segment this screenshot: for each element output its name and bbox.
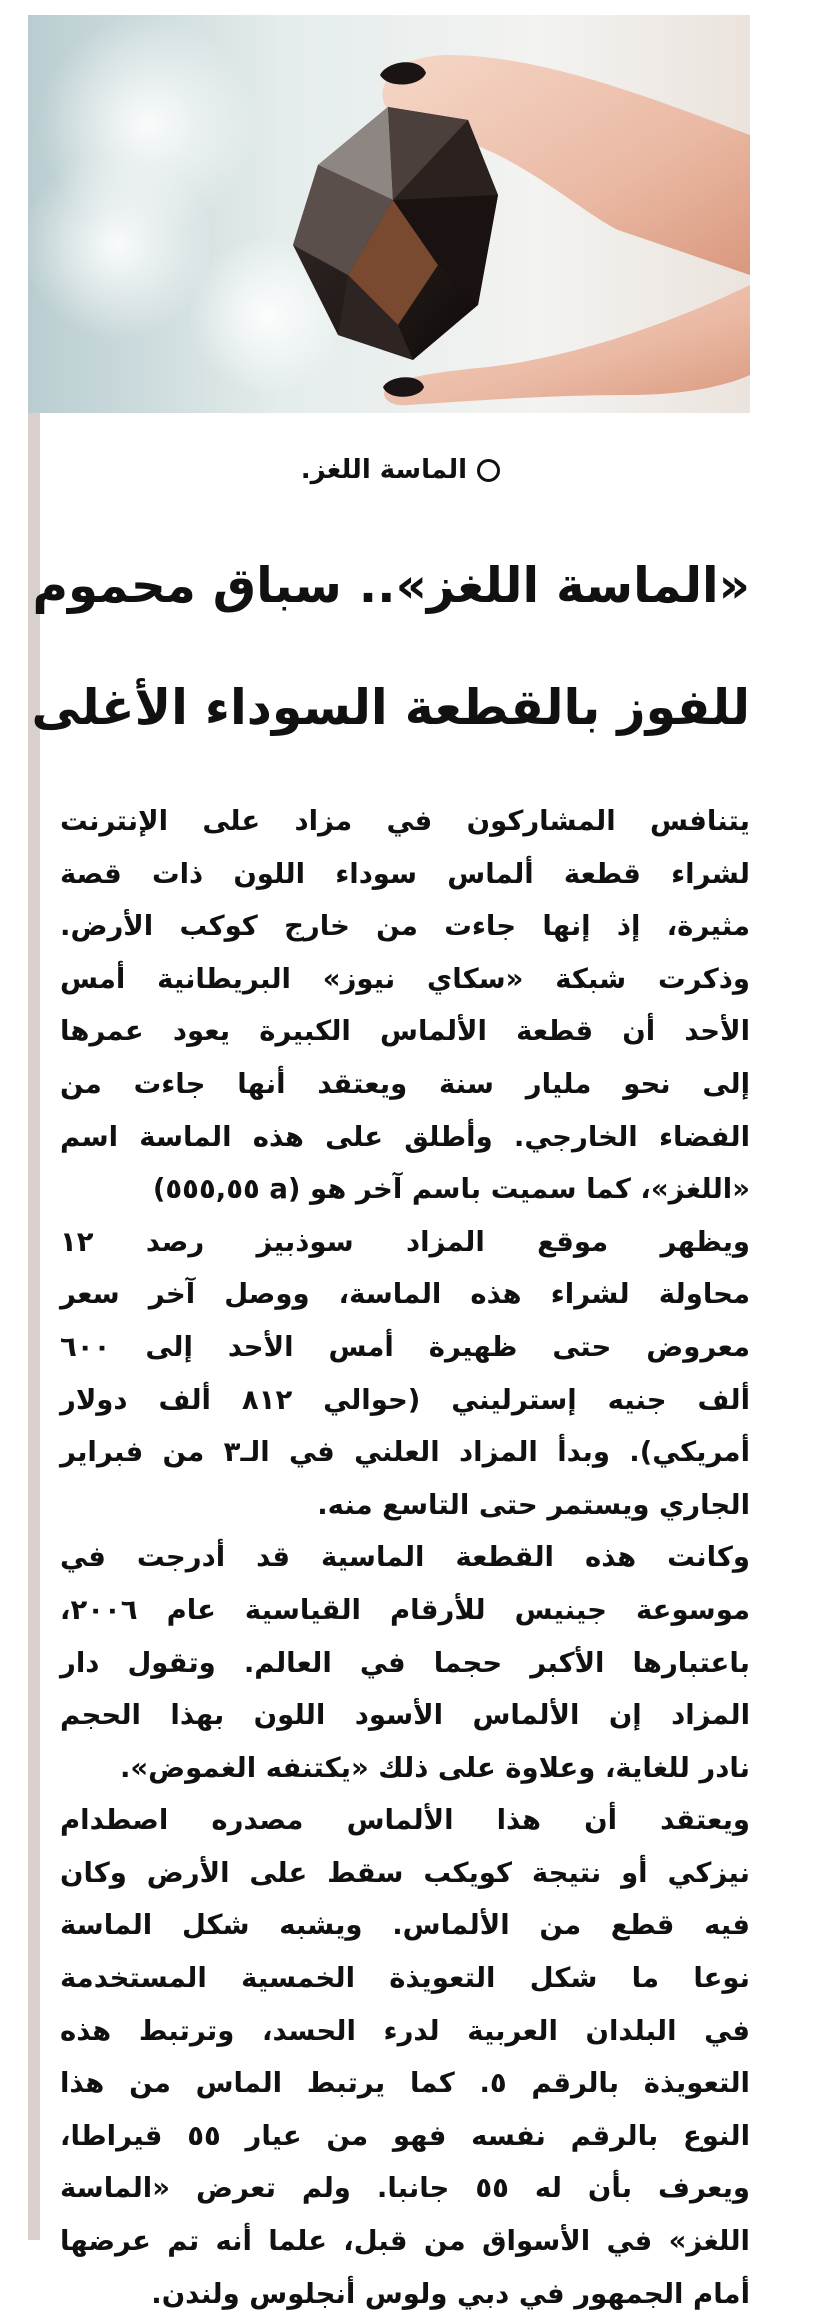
body-line: باعتبارها الأكبر حجما في العالم. وتقول دار <box>60 1646 750 1679</box>
body-line: أمام الجمهور في دبي ولوس أنجلوس ولندن. <box>151 2277 750 2310</box>
body-line: ويعرف بأن له ٥٥ جانبا. ولم تعرض «الماسة <box>60 2172 750 2205</box>
body-line: موسوعة جينيس للأرقام القياسية عام ٢٠٠٦، <box>60 1593 750 1626</box>
body-line: إلى نحو مليار سنة ويعتقد أنها جاءت من <box>60 1067 750 1100</box>
body-line: وكانت هذه القطعة الماسية قد أدرجت في <box>60 1541 750 1574</box>
body-line: النوع بالرقم نفسه فهو من عيار ٥٥ قيراطا، <box>60 2119 750 2152</box>
caption-text: الماسة اللغز. <box>300 455 467 485</box>
headline-line-1: «الماسة اللغز».. سباق محموم <box>32 558 750 614</box>
body-line: معروض حتى ظهيرة أمس الأحد إلى ٦٠٠ <box>60 1330 750 1363</box>
body-line: نادر للغاية، وعلاوة على ذلك «يكتنفه الغموض». <box>119 1751 750 1784</box>
caption-bullet-icon <box>477 459 500 482</box>
body-line: الجاري ويستمر حتى التاسع منه. <box>317 1488 750 1521</box>
photo-caption <box>301 455 500 485</box>
body-line: لشراء قطعة ألماس سوداء اللون ذات قصة <box>60 857 750 890</box>
body-line: محاولة لشراء هذه الماسة، ووصل آخر سعر <box>60 1278 750 1311</box>
body-line: وذكرت شبكة «سكاي نيوز» البريطانية أمس <box>60 962 750 995</box>
article-headline <box>28 525 750 769</box>
body-line: يتنافس المشاركون في مزاد على الإنترنت <box>60 805 750 837</box>
body-line: أمريكي). وبدأ المزاد العلني في الـ٣ من فبراير <box>60 1436 750 1469</box>
article-photo <box>28 15 750 413</box>
body-line: الفضاء الخارجي. وأطلق على هذه الماسة اسم <box>60 1120 750 1153</box>
body-line: ويعتقد أن هذا الألماس مصدره اصطدام <box>60 1804 750 1837</box>
body-line: اللغز» في الأسواق من قبل، علما أنه تم عرضها <box>60 2225 750 2258</box>
body-line: الأحد أن قطعة الألماس الكبيرة يعود عمرها <box>60 1015 750 1048</box>
black-diamond-photo <box>28 15 750 413</box>
body-line: نيزكي أو نتيجة كويكب سقط على الأرض وكان <box>60 1856 750 1889</box>
body-line: «اللغز»، كما سميت باسم آخر هو (a ٥٥٥,٥٥) <box>152 1173 750 1206</box>
headline-line-2: للفوز بالقطعة السوداء الأغلى <box>31 679 750 736</box>
body-line: فيه قطع من الألماس. ويشبه شكل الماسة <box>60 1909 750 1942</box>
body-line: ألف جنيه إسترليني (حوالي ٨١٢ ألف دولار <box>60 1383 750 1416</box>
body-line: مثيرة، إذ إنها جاءت من خارج كوكب الأرض. <box>60 910 750 943</box>
body-line: نوعا ما شكل التعويذة الخمسية المستخدمة <box>60 1962 750 1995</box>
body-line: المزاد إن الألماس الأسود اللون بهذا الحجم <box>60 1699 750 1732</box>
body-line: ويظهر موقع المزاد سوذبيز رصد ١٢ <box>60 1225 750 1258</box>
body-line: في البلدان العربية لدرء الحسد، وترتبط هذه <box>60 2014 750 2047</box>
body-line: التعويذة بالرقم ٥. كما يرتبط الماس من هذا <box>60 2067 750 2100</box>
article-body <box>60 795 750 2320</box>
